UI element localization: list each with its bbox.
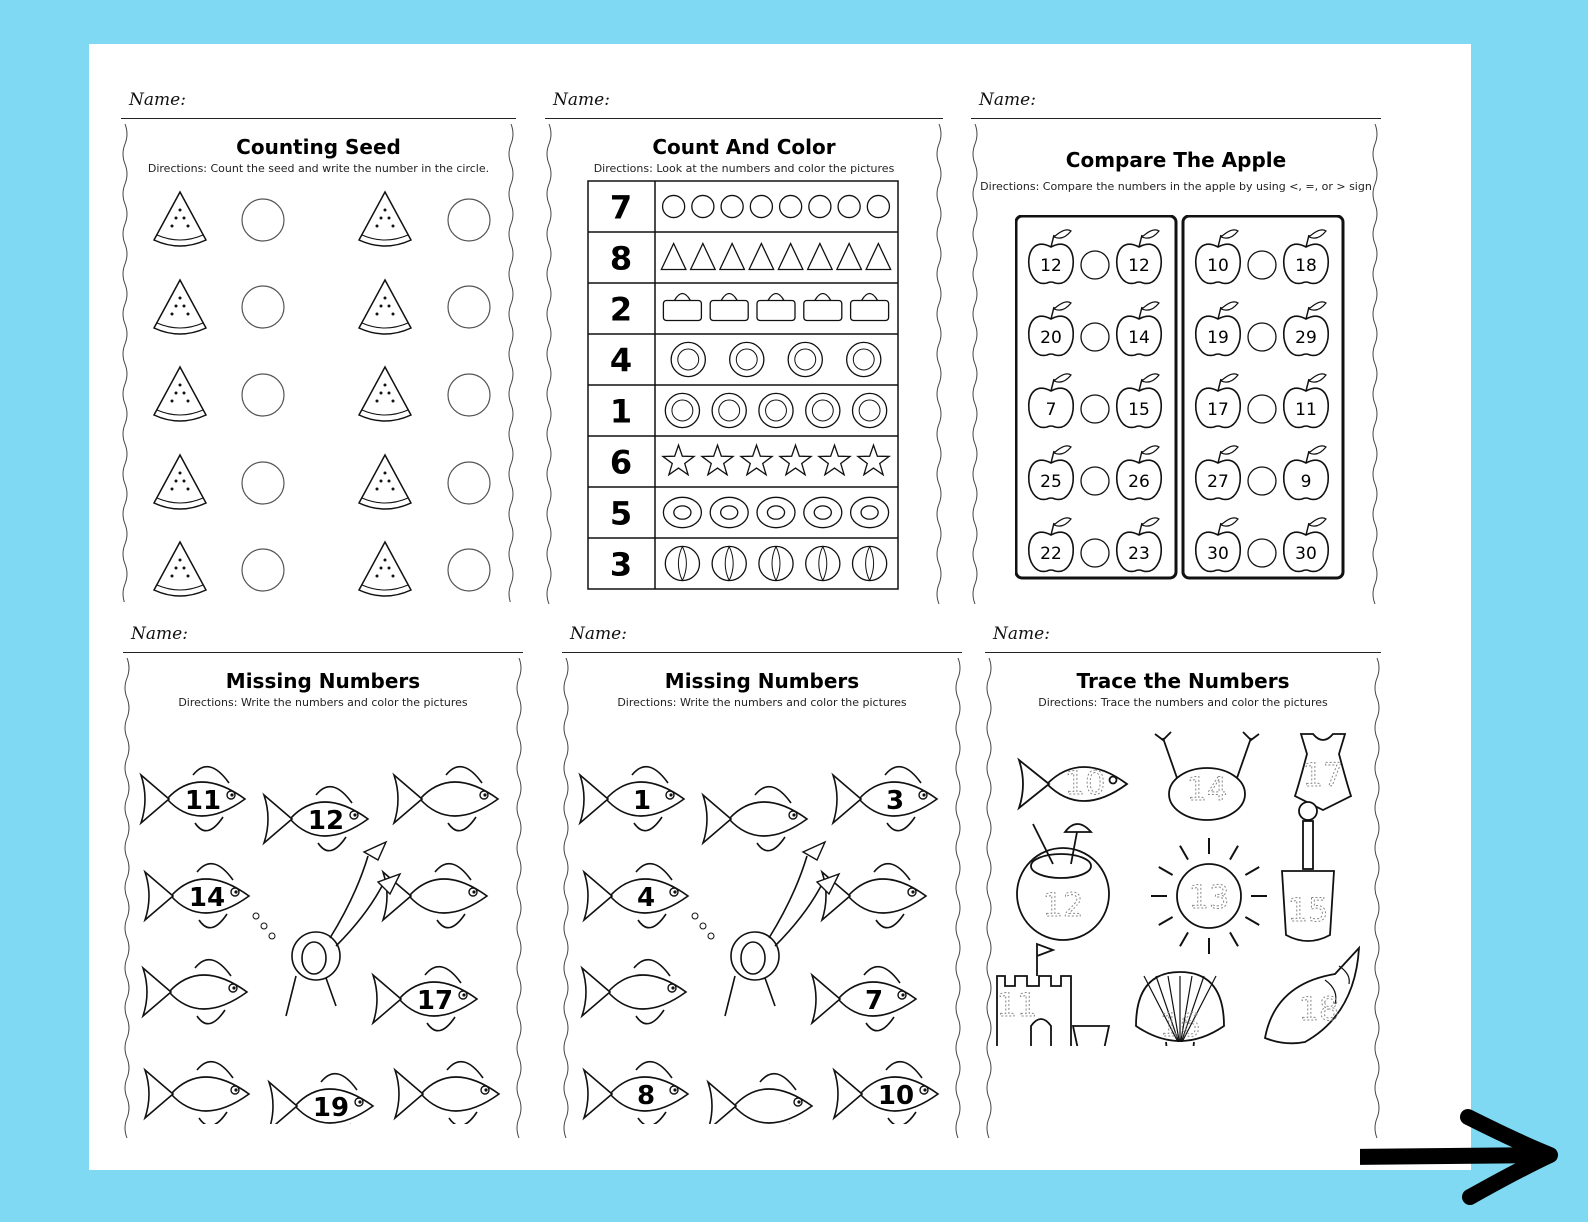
name-label: Name:: [129, 90, 186, 110]
answer-circle[interactable]: [1248, 251, 1276, 279]
answer-circle[interactable]: [242, 199, 284, 241]
worksheet-count-and-color: [545, 90, 943, 608]
apple-number: 18: [1295, 256, 1317, 276]
answer-circle[interactable]: [242, 462, 284, 504]
apple-number: 10: [1207, 256, 1229, 276]
answer-circle[interactable]: [1248, 323, 1276, 351]
trace-number: 14: [1186, 770, 1228, 808]
name-line: [562, 652, 962, 653]
apple-comparison-grid: [1015, 215, 1347, 580]
watermelon-icon: [359, 192, 411, 246]
apple-number: 17: [1207, 400, 1229, 420]
name-label: Name:: [993, 624, 1050, 644]
fish-icon: [822, 864, 926, 928]
seed-row: [154, 542, 490, 596]
seed-row: [154, 455, 490, 509]
answer-circle[interactable]: [448, 462, 490, 504]
apple-number: 30: [1207, 544, 1229, 564]
answer-circle[interactable]: [1081, 395, 1109, 423]
name-line: [545, 118, 943, 119]
worksheet-title: Compare The Apple: [1065, 148, 1287, 172]
fish-number: 12: [307, 806, 345, 836]
name-label: Name:: [979, 90, 1036, 110]
worksheet-title: Missing Numbers: [664, 669, 860, 693]
trace-number: 17: [1302, 756, 1344, 794]
fish-number: 7: [864, 986, 884, 1016]
answer-circle[interactable]: [1248, 539, 1276, 567]
fish-number: 11: [184, 786, 222, 816]
apple-number: 20: [1040, 328, 1062, 348]
worksheet-directions: Directions: Write the numbers and color the pictures: [617, 696, 907, 709]
watermelon-icon: [154, 280, 206, 334]
fish-icon: [383, 864, 487, 928]
apple-number: 19: [1207, 328, 1229, 348]
name-line: [985, 652, 1381, 653]
fish-scene: [562, 724, 962, 1124]
fish-number: 10: [877, 1081, 915, 1111]
trace-number: 11: [996, 986, 1038, 1024]
row-number: 8: [609, 239, 633, 278]
apple-number: 14: [1128, 328, 1150, 348]
fish-icon: [582, 960, 686, 1024]
trace-number: 16: [1159, 1006, 1201, 1044]
next-arrow-icon[interactable]: [1360, 1105, 1560, 1205]
row-number: 4: [609, 341, 633, 380]
apple-number: 26: [1128, 472, 1150, 492]
apple-number: 12: [1128, 256, 1150, 276]
trace-number: 15: [1287, 891, 1329, 929]
trace-number: 13: [1188, 878, 1230, 916]
fish-scene: [123, 724, 523, 1124]
row-number: 3: [609, 545, 633, 584]
watermelon-icon: [154, 192, 206, 246]
answer-circle[interactable]: [448, 549, 490, 591]
worksheet-trace-numbers: [985, 624, 1381, 1140]
apple-number: 30: [1295, 544, 1317, 564]
apple-number: 11: [1295, 400, 1317, 420]
fish-icon: [394, 767, 498, 831]
counting-seed-grid: [121, 185, 516, 605]
worksheet-title: Missing Numbers: [225, 669, 421, 693]
name-line: [971, 118, 1381, 119]
row-number: 6: [609, 443, 633, 482]
watermelon-icon: [359, 455, 411, 509]
name-label: Name:: [131, 624, 188, 644]
fish-number: 17: [416, 986, 454, 1016]
fish-number: 14: [188, 883, 226, 913]
answer-circle[interactable]: [242, 374, 284, 416]
answer-circle[interactable]: [1248, 467, 1276, 495]
name-label: Name:: [553, 90, 610, 110]
worksheet-directions: Directions: Look at the numbers and color the pictures: [593, 162, 895, 175]
worksheet-title: Counting Seed: [236, 135, 401, 159]
apple-number: 9: [1300, 472, 1312, 492]
worksheet-title: Count And Color: [652, 135, 836, 159]
row-number: 5: [609, 494, 633, 533]
apple-number: 25: [1040, 472, 1062, 492]
watermelon-icon: [359, 367, 411, 421]
answer-circle[interactable]: [1081, 323, 1109, 351]
answer-circle[interactable]: [448, 286, 490, 328]
answer-circle[interactable]: [242, 549, 284, 591]
worksheet-directions: Directions: Count the seed and write the number in the circle.: [147, 162, 490, 175]
apple-number: 12: [1040, 256, 1062, 276]
apple-number: 23: [1128, 544, 1150, 564]
fish-icon: [708, 1074, 812, 1124]
answer-circle[interactable]: [242, 286, 284, 328]
fish-icon: [145, 1062, 249, 1124]
fish-number: 19: [312, 1093, 350, 1123]
watermelon-icon: [154, 455, 206, 509]
apple-number: 15: [1128, 400, 1150, 420]
watermelon-icon: [359, 542, 411, 596]
row-number: 7: [609, 188, 633, 227]
worksheet-directions: Directions: Write the numbers and color the pictures: [178, 696, 468, 709]
worksheet-counting-seed: [121, 90, 516, 602]
preview-sheet: [89, 44, 1471, 1170]
fish-icon: [703, 787, 807, 851]
row-number: 1: [609, 392, 633, 431]
apple-number: 7: [1045, 400, 1057, 420]
fish-number: 4: [636, 883, 656, 913]
watermelon-icon: [359, 280, 411, 334]
seed-row: [154, 192, 490, 246]
worksheet-missing-numbers-1: [123, 624, 523, 1140]
worksheet-directions: Directions: Compare the numbers in the apple by using <, =, or > sign: [980, 180, 1372, 193]
worksheet-missing-numbers-2: [562, 624, 962, 1140]
worksheet-directions: Directions: Trace the numbers and color the pictures: [1038, 696, 1328, 709]
answer-circle[interactable]: [1081, 539, 1109, 567]
count-color-table: [587, 180, 899, 592]
trace-number: 12: [1042, 886, 1084, 924]
seed-row: [154, 367, 490, 421]
name-line: [123, 652, 523, 653]
name-label: Name:: [570, 624, 627, 644]
answer-circle[interactable]: [1081, 251, 1109, 279]
fish-number: 1: [632, 786, 652, 816]
row-number: 2: [609, 290, 633, 329]
trace-scene: [985, 716, 1381, 1046]
trace-number: 10: [1064, 764, 1106, 802]
watermelon-icon: [154, 542, 206, 596]
fish-number: 3: [885, 786, 905, 816]
apple-number: 29: [1295, 328, 1317, 348]
fish-icon: [395, 1062, 499, 1124]
apple-number: 27: [1207, 472, 1229, 492]
worksheet-compare-apple: [971, 90, 1381, 620]
seed-row: [154, 280, 490, 334]
watermelon-icon: [154, 367, 206, 421]
answer-circle[interactable]: [1248, 395, 1276, 423]
worksheet-title: Trace the Numbers: [1076, 669, 1290, 693]
fish-icon: [143, 960, 247, 1024]
apple-number: 22: [1040, 544, 1062, 564]
answer-circle[interactable]: [1081, 467, 1109, 495]
answer-circle[interactable]: [448, 374, 490, 416]
trace-number: 18: [1298, 990, 1340, 1028]
answer-circle[interactable]: [448, 199, 490, 241]
fish-number: 8: [636, 1081, 656, 1111]
name-line: [121, 118, 516, 119]
